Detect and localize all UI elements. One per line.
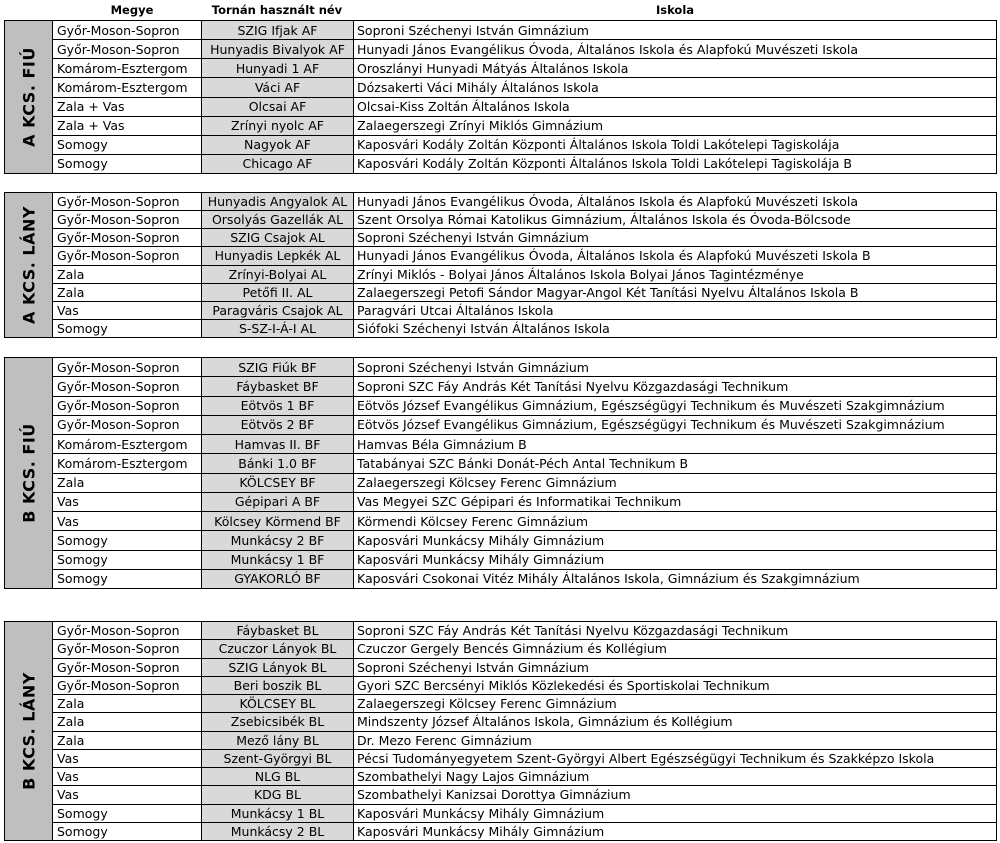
table-row <box>53 640 996 658</box>
county-cell: Győr-Moson-Sopron <box>53 21 202 39</box>
team-name-cell: SZIG Fiúk BF <box>202 358 354 376</box>
school-cell: Soproni Széchenyi István Gimnázium <box>357 659 589 675</box>
table-row <box>53 320 996 337</box>
county-cell: Győr-Moson-Sopron <box>53 659 202 676</box>
table-rows <box>53 622 996 840</box>
county-cell: Zala <box>53 474 202 492</box>
table-row <box>53 732 996 750</box>
header-team: Tornán használt név <box>211 3 343 17</box>
table-row <box>53 155 996 173</box>
table-row <box>53 805 996 823</box>
county-cell: Vas <box>53 768 202 785</box>
school-cell: Kaposvári Munkácsy Mihály Gimnázium <box>357 805 605 821</box>
school-cell: Szombathelyi Kanizsai Dorottya Gimnázium <box>357 787 631 803</box>
team-name-cell: Nagyok AF <box>202 136 354 154</box>
school-cell: Szent Orsolya Római Katolikus Gimnázium, Általános Iskola és Óvoda-Bölcsode <box>357 212 851 228</box>
school-cell: Hunyadi János Evangélikus Óvoda, Általános Iskola és Alapfokú Muvészeti Iskola <box>357 41 859 57</box>
team-name-cell: Chicago AF <box>202 155 354 173</box>
team-name-cell: Fáybasket BF <box>202 377 354 395</box>
county-cell: Komárom-Esztergom <box>53 454 202 472</box>
school-cell: Soproni SZC Fáy András Két Tanítási Nyelvu Közgazdasági Technikum <box>357 623 789 639</box>
school-cell: Zalaegerszegi Zrínyi Miklós Gimnázium <box>357 118 604 134</box>
team-name-cell: GYAKORLÓ BF <box>202 570 354 588</box>
team-name-cell: Orsolyás Gazellák AL <box>202 211 354 228</box>
table-row <box>53 435 996 454</box>
team-name-cell: Kölcsey Körmend BF <box>202 512 354 530</box>
county-cell: Vas <box>53 493 202 511</box>
table-row <box>53 786 996 804</box>
team-name-cell: Bánki 1.0 BF <box>202 454 354 472</box>
team-name-cell: Hunyadis Angyalok AL <box>202 193 354 210</box>
county-cell: Vas <box>53 786 202 803</box>
header-county: Megye <box>110 3 154 17</box>
county-cell: Komárom-Esztergom <box>53 59 202 77</box>
table-row <box>53 211 996 229</box>
table-row <box>53 659 996 677</box>
team-name-cell: Váci AF <box>202 78 354 96</box>
school-cell: Soproni Széchenyi István Gimnázium <box>357 22 589 38</box>
table-row <box>53 21 996 40</box>
team-name-cell: KDG BL <box>202 786 354 803</box>
county-cell: Komárom-Esztergom <box>53 78 202 96</box>
table-rows <box>53 21 996 173</box>
team-name-cell: Zsebicsibék BL <box>202 713 354 730</box>
school-cell: Soproni Széchenyi István Gimnázium <box>357 230 589 246</box>
table-row <box>53 117 996 136</box>
table-row <box>53 266 996 284</box>
school-cell: Szombathelyi Nagy Lajos Gimnázium <box>357 769 590 785</box>
school-cell: Dr. Mezo Ferenc Gimnázium <box>357 732 532 748</box>
team-name-cell: Petőfi II. AL <box>202 284 354 301</box>
school-cell: Zrínyi Miklós - Bolyai János Általános Iskola Bolyai János Tagintézménye <box>357 266 804 282</box>
section-b-boys <box>4 357 997 589</box>
county-cell: Somogy <box>53 805 202 822</box>
table-row <box>53 531 996 550</box>
county-cell: Győr-Moson-Sopron <box>53 229 202 246</box>
county-cell: Zala <box>53 695 202 712</box>
table-row <box>53 695 996 713</box>
school-cell: Kaposvári Csokonai Vitéz Mihály Általános Iskola, Gimnázium és Szakgimnázium <box>357 571 860 587</box>
school-cell: Vas Megyei SZC Gépipari és Informatikai Technikum <box>357 494 682 510</box>
team-name-cell: Paragváris Csajok AL <box>202 302 354 319</box>
school-cell: Soproni SZC Fáy András Két Tanítási Nyelvu Közgazdasági Technikum <box>357 378 789 394</box>
section-label <box>5 21 53 173</box>
team-name-cell: SZIG Lányok BL <box>202 659 354 676</box>
table-row <box>53 416 996 435</box>
table-row <box>53 377 996 396</box>
county-cell: Somogy <box>53 136 202 154</box>
table-rows <box>53 358 996 588</box>
team-name-cell: S-SZ-I-Á-I AL <box>202 320 354 337</box>
team-name-cell: SZIG Csajok AL <box>202 229 354 246</box>
county-cell: Somogy <box>53 551 202 569</box>
section-label-text: B KCS. FIÚ <box>19 423 38 523</box>
table-row <box>53 358 996 377</box>
county-cell: Győr-Moson-Sopron <box>53 377 202 395</box>
school-cell: Kaposvári Munkácsy Mihály Gimnázium <box>357 823 605 839</box>
table-row <box>53 713 996 731</box>
section-label <box>5 622 53 840</box>
county-cell: Zala <box>53 713 202 730</box>
county-cell: Somogy <box>53 320 202 337</box>
school-cell: Kaposvári Kodály Zoltán Központi Általános Iskola Toldi Lakótelepi Tagiskolája <box>357 137 840 153</box>
county-cell: Győr-Moson-Sopron <box>53 622 202 639</box>
table-rows <box>53 193 996 337</box>
team-name-cell: SZIG Ifjak AF <box>202 21 354 39</box>
county-cell: Zala <box>53 266 202 283</box>
school-cell: Zalaegerszegi Kölcsey Ferenc Gimnázium <box>357 696 617 712</box>
school-cell: Eötvös József Evangélikus Gimnázium, Egészségügyi Technikum és Muvészeti Szakgimnázium <box>357 398 945 414</box>
table-row <box>53 493 996 512</box>
school-cell: Oroszlányi Hunyadi Mátyás Általános Iskola <box>357 60 629 76</box>
table-row <box>53 136 996 155</box>
table-row <box>53 474 996 493</box>
team-name-cell: NLG BL <box>202 768 354 785</box>
county-cell: Győr-Moson-Sopron <box>53 397 202 415</box>
section-label <box>5 358 53 588</box>
school-cell: Eötvös József Evangélikus Gimnázium, Egészségügyi Technikum és Muvészeti Szakgimnázium <box>357 417 945 433</box>
county-cell: Győr-Moson-Sopron <box>53 40 202 58</box>
county-cell: Győr-Moson-Sopron <box>53 640 202 657</box>
school-cell: Mindszenty József Általános Iskola, Gimnázium és Kollégium <box>357 714 733 730</box>
school-cell: Kaposvári Kodály Zoltán Központi Általános Iskola Toldi Lakótelepi Tagiskolája B <box>357 156 852 172</box>
table-row <box>53 454 996 473</box>
table-row <box>53 823 996 840</box>
county-cell: Győr-Moson-Sopron <box>53 193 202 210</box>
county-cell: Komárom-Esztergom <box>53 435 202 453</box>
table-row <box>53 570 996 588</box>
section-a-girls <box>4 192 997 338</box>
table-row <box>53 98 996 117</box>
team-name-cell: KÖLCSEY BF <box>202 474 354 492</box>
team-name-cell: Gépipari A BF <box>202 493 354 511</box>
team-name-cell: Hunyadis Bivalyok AF <box>202 40 354 58</box>
table-row <box>53 750 996 768</box>
section-a-boys <box>4 20 997 174</box>
team-name-cell: Czuczor Lányok BL <box>202 640 354 657</box>
school-cell: Dózsakerti Váci Mihály Általános Iskola <box>357 79 599 95</box>
county-cell: Győr-Moson-Sopron <box>53 211 202 228</box>
county-cell: Zala <box>53 732 202 749</box>
team-name-cell: KÖLCSEY BL <box>202 695 354 712</box>
table-row <box>53 229 996 247</box>
table-row <box>53 40 996 59</box>
school-cell: Kaposvári Munkácsy Mihály Gimnázium <box>357 532 605 548</box>
county-cell: Győr-Moson-Sopron <box>53 247 202 264</box>
section-label <box>5 193 53 337</box>
team-name-cell: Olcsai AF <box>202 98 354 116</box>
team-name-cell: Hunyadis Lepkék AL <box>202 247 354 264</box>
school-cell: Hunyadi János Evangélikus Óvoda, Általános Iskola és Alapfokú Muvészeti Iskola <box>357 194 859 210</box>
county-cell: Zala + Vas <box>53 117 202 135</box>
county-cell: Győr-Moson-Sopron <box>53 358 202 376</box>
table-row <box>53 551 996 570</box>
school-cell: Siófoki Széchenyi István Általános Iskola <box>357 320 610 336</box>
section-b-girls <box>4 621 997 841</box>
county-cell: Vas <box>53 512 202 530</box>
table-row <box>53 59 996 78</box>
team-name-cell: Szent-Györgyi BL <box>202 750 354 767</box>
school-cell: Olcsai-Kiss Zoltán Általános Iskola <box>357 99 570 115</box>
header-school: Iskola <box>655 3 695 17</box>
table-row <box>53 247 996 265</box>
team-name-cell: Hunyadi 1 AF <box>202 59 354 77</box>
team-name-cell: Beri boszik BL <box>202 677 354 694</box>
county-cell: Somogy <box>53 155 202 173</box>
table-row <box>53 78 996 97</box>
school-cell: Zalaegerszegi Petofi Sándor Magyar-Angol Két Tanítási Nyelvu Általános Iskola B <box>357 284 859 300</box>
team-name-cell: Munkácsy 2 BL <box>202 823 354 840</box>
county-cell: Vas <box>53 750 202 767</box>
team-name-cell: Eötvös 2 BF <box>202 416 354 434</box>
table-row <box>53 512 996 531</box>
school-cell: Kaposvári Munkácsy Mihály Gimnázium <box>357 552 605 568</box>
team-name-cell: Fáybasket BL <box>202 622 354 639</box>
team-name-cell: Munkácsy 1 BL <box>202 805 354 822</box>
school-cell: Soproni Széchenyi István Gimnázium <box>357 359 589 375</box>
school-cell: Zalaegerszegi Kölcsey Ferenc Gimnázium <box>357 475 617 491</box>
section-label-text: B KCS. LÁNY <box>19 672 38 790</box>
table-row <box>53 677 996 695</box>
county-cell: Somogy <box>53 823 202 840</box>
school-cell: Pécsi Tudományegyetem Szent-Györgyi Albert Egészségügyi Technikum és Szakképzo Iskola <box>357 750 935 766</box>
county-cell: Vas <box>53 302 202 319</box>
table-row <box>53 284 996 302</box>
county-cell: Somogy <box>53 570 202 588</box>
team-name-cell: Eötvös 1 BF <box>202 397 354 415</box>
school-cell: Körmendi Kölcsey Ferenc Gimnázium <box>357 513 589 529</box>
school-cell: Tatabányai SZC Bánki Donát-Péch Antal Technikum B <box>357 455 689 471</box>
team-name-cell: Zrínyi-Bolyai AL <box>202 266 354 283</box>
section-label-text: A KCS. LÁNY <box>19 206 38 324</box>
team-name-cell: Hamvas II. BF <box>202 435 354 453</box>
team-name-cell: Mező lány BL <box>202 732 354 749</box>
school-cell: Gyori SZC Bercsényi Miklós Közlekedési és Sportiskolai Technikum <box>357 677 770 693</box>
county-cell: Somogy <box>53 531 202 549</box>
team-name-cell: Munkácsy 2 BF <box>202 531 354 549</box>
county-cell: Győr-Moson-Sopron <box>53 416 202 434</box>
school-cell: Hamvas Béla Gimnázium B <box>357 436 527 452</box>
school-cell: Czuczor Gergely Bencés Gimnázium és Kollégium <box>357 641 667 657</box>
table-row <box>53 397 996 416</box>
table-row <box>53 193 996 211</box>
team-name-cell: Zrínyi nyolc AF <box>202 117 354 135</box>
table-row <box>53 622 996 640</box>
section-label-text: A KCS. FIÚ <box>19 47 38 147</box>
school-cell: Hunyadi János Evangélikus Óvoda, Általános Iskola és Alapfokú Muvészeti Iskola B <box>357 248 871 264</box>
county-cell: Zala <box>53 284 202 301</box>
team-name-cell: Munkácsy 1 BF <box>202 551 354 569</box>
table-row <box>53 302 996 320</box>
table-row <box>53 768 996 786</box>
county-cell: Zala + Vas <box>53 98 202 116</box>
county-cell: Győr-Moson-Sopron <box>53 677 202 694</box>
school-cell: Paragvári Utcai Általános Iskola <box>357 302 554 318</box>
